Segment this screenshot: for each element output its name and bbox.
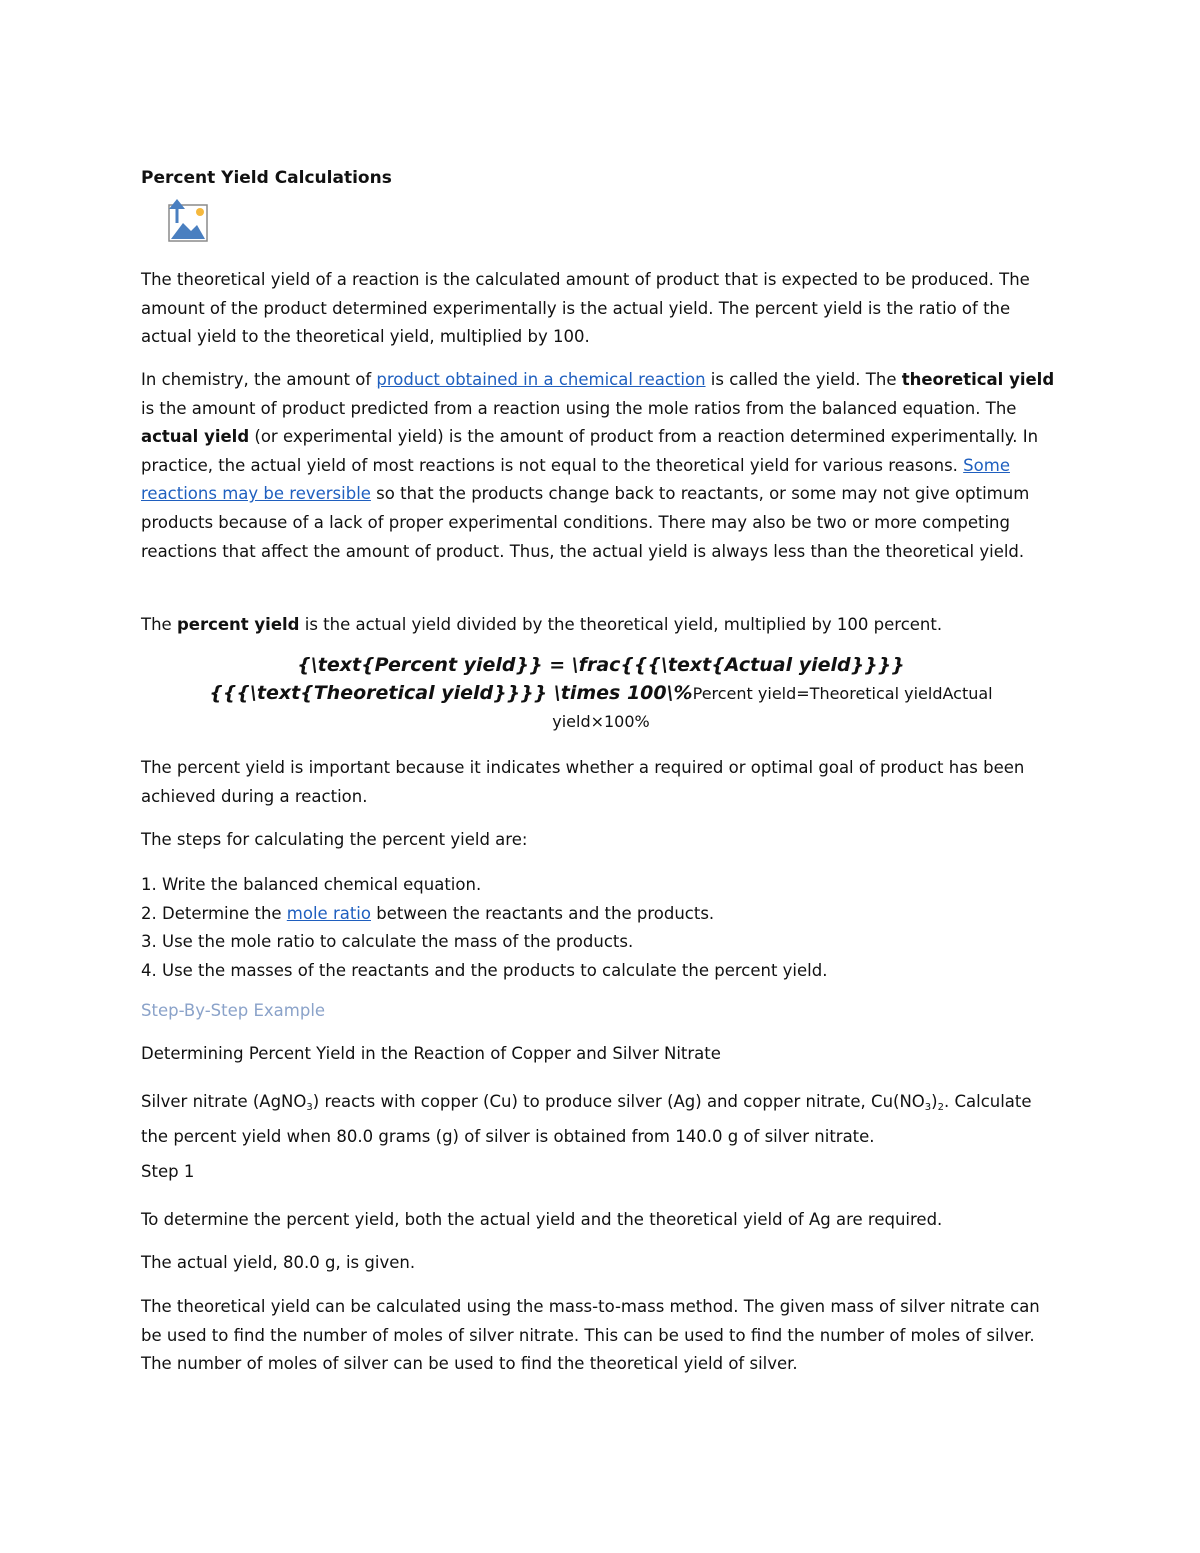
formula-plain-line1: Percent yield=Theoretical yieldActual: [692, 684, 993, 703]
text-run: . Calculate the percent yield when 80.0 grams (g) of silver is obtained from 140.0 g of silver nitrate.: [141, 1092, 1032, 1146]
text-run: Silver nitrate (AgNO: [141, 1092, 307, 1111]
image-upload-icon: [163, 197, 211, 245]
text-run: In chemistry, the amount of: [141, 370, 377, 389]
step-1-label: Step 1: [141, 1162, 195, 1181]
link-product-obtained[interactable]: product obtained in a chemical reaction: [376, 370, 706, 389]
theoretical-yield-paragraph: The theoretical yield can be calculated using the mass-to-mass method. The given mass of silver nitrate can be used to find the number of moles of silver nitrate. This can be used to find the number of moles of silver. The number of moles of silver can be used to find the theoretical yield of silver.: [141, 1297, 1040, 1374]
example-problem-paragraph: [141, 1088, 1061, 1151]
link-reversible-reactions[interactable]: Some reactions may be reversible: [141, 455, 1010, 504]
list-item: 4. Use the masses of the reactants and the products to calculate the percent yield.: [141, 960, 828, 980]
text-run: 2. Determine the: [141, 903, 287, 923]
list-item: 1. Write the balanced chemical equation.: [141, 875, 482, 894]
subscript: 3: [306, 1102, 313, 1113]
intro-paragraph: The theoretical yield of a reaction is the calculated amount of product that is expected to be produced. The amount of the product determined experimentally is the actual yield. The percent yield is the ratio of the actual yield to the theoretical yield, multiplied by 100.: [141, 270, 1030, 347]
text-run: ): [931, 1092, 938, 1111]
page-title: Percent Yield Calculations: [141, 168, 392, 188]
text-run: The: [141, 615, 177, 634]
list-item: [141, 900, 1061, 929]
percent-yield-formula: [141, 651, 1061, 736]
percent-yield-paragraph: [141, 611, 1061, 640]
formula-plain-line2: yield×100%: [552, 712, 650, 731]
subscript: 3: [924, 1102, 932, 1113]
importance-paragraph: The percent yield is important because it indicates whether a required or optimal goal of product has been achieved during a reaction.: [141, 758, 1025, 806]
list-item: 3. Use the mole ratio to calculate the mass of the products.: [141, 932, 634, 952]
text-run: between the reactants and the products.: [371, 903, 715, 923]
formula-latex-line2: {{{\text{Theoretical yield}}}} \times 100\%: [209, 682, 693, 704]
steps-intro: The steps for calculating the percent yield are:: [141, 830, 528, 849]
bold-actual-yield: actual yield: [141, 427, 250, 447]
step-1-paragraph: To determine the percent yield, both the actual yield and the theoretical yield of Ag are required.: [141, 1210, 943, 1229]
text-run: is the amount of product predicted from a reaction using the mole ratios from the balanced equation. The: [141, 398, 1017, 418]
steps-list: [141, 871, 1061, 985]
bold-theoretical-yield: theoretical yield: [901, 370, 1055, 389]
formula-latex-line1: {\text{Percent yield}} = \frac{{{\text{Actual yield}}}}: [297, 654, 905, 676]
text-run: ) reacts with copper (Cu) to produce silver (Ag) and copper nitrate, Cu(NO: [312, 1092, 925, 1111]
link-mole-ratio[interactable]: mole ratio: [286, 903, 371, 923]
text-run: is the actual yield divided by the theoretical yield, multiplied by 100 percent.: [299, 615, 943, 634]
example-title: Determining Percent Yield in the Reaction of Copper and Silver Nitrate: [141, 1044, 721, 1063]
section-subheading: Step-By-Step Example: [141, 1001, 326, 1020]
bold-percent-yield: percent yield: [176, 615, 300, 634]
subscript: 2: [937, 1102, 944, 1113]
text-run: (or experimental yield) is the amount of product from a reaction determined experimentally. In practice, the actual yield of most reactions is not equal to the theoretical yield for various reasons.: [141, 427, 1039, 475]
text-run: is called the yield. The: [705, 370, 902, 389]
yield-definition-paragraph: [141, 366, 1061, 566]
actual-yield-paragraph: The actual yield, 80.0 g, is given.: [141, 1253, 416, 1272]
text-run: so that the products change back to reactants, or some may not give optimum products because of a lack of proper experimental conditions. There may also be two or more competing reactions that affect the amount of product. Thus, the actual yield is always less than the theoretical yield.: [141, 484, 1030, 561]
